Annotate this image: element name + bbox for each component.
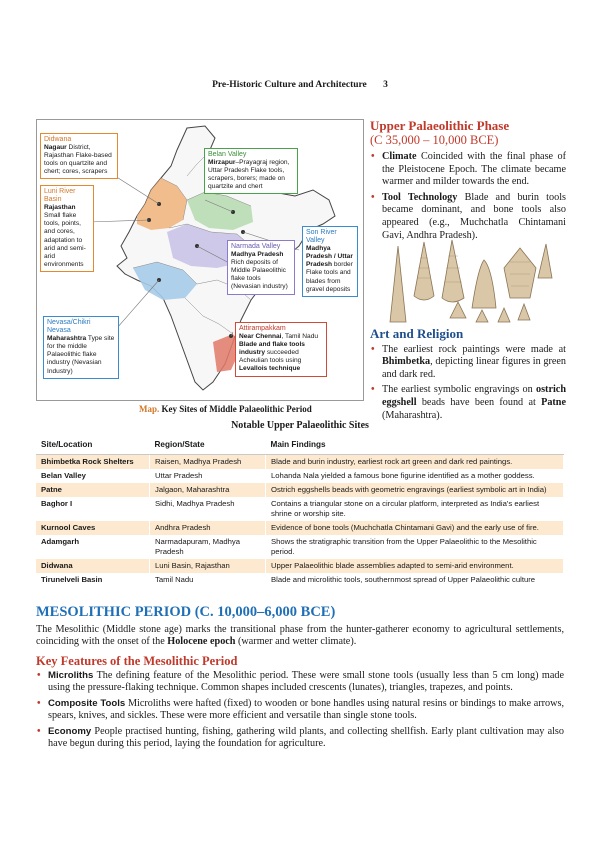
upper-palaeolithic-sites-table (36, 436, 564, 587)
header-title: Pre-Historic Culture and Architecture (212, 80, 367, 90)
bullet-tool-technology: • Tool Technology Blade and burin tools became dominant, and bone tools also appeared (e.g., Muchchatla Chintamani Gavi, Andhra Pradesh). (370, 192, 566, 242)
table-row: Patne Jalgaon, Maharashtra Ostrich eggshells beads with geometric engravings (earliest symbolic art in India) (36, 483, 564, 497)
key-features-heading: Key Features of the Mesolithic Period (36, 654, 238, 668)
running-header (0, 80, 600, 90)
key-features-list (36, 670, 564, 753)
art-religion-bullets (370, 344, 566, 423)
table-row: Tirunelveli Basin Tamil Nadu Blade and microlithic tools, southernmost spread of Upper Palaeolithic culture (36, 573, 564, 587)
upper-palaeolithic-heading: Upper Palaeolithic Phase (370, 118, 510, 133)
upper-palaeolithic-bullets (370, 151, 566, 242)
table-header-row (36, 436, 564, 455)
map-caption: Map. Key Sites of Middle Palaeolithic Period (139, 404, 312, 414)
table-row: Belan Valley Uttar Pradesh Lohanda Nala yielded a famous bone figurine identified as a mother goddess. (36, 469, 564, 483)
callout-nevasa: Nevasa/Chikri Nevasa Maharashtra Type site for the middle Palaeolithic flake industry (Nevasian Industry) (43, 316, 119, 379)
feature-economy: • Economy People practised hunting, fishing, gathering wild plants, and collecting shellfish. Early plant cultivation may also have begun during this period, laying the foundation for agriculture. (36, 726, 564, 751)
upper-palaeolithic-section (370, 118, 566, 245)
callout-narmada-valley: Narmada Valley Madhya Pradesh Rich deposits of Middle Palaeolithic flake tools (Nevasian industry) (227, 240, 295, 295)
art-religion-section (370, 328, 566, 425)
mesolithic-intro: The Mesolithic (Middle stone age) marks the transitional phase from the hunter-gatherer economy to agricultural settlements, coinciding with the onset of the Holocene epoch (warmer and wetter climate). (36, 624, 564, 648)
column-header-site: Site/Location (36, 436, 150, 455)
table-title: Notable Upper Palaeolithic Sites (231, 420, 369, 431)
column-header-findings: Main Findings (266, 436, 564, 455)
table-row: Didwana Luni Basin, Rajasthan Upper Palaeolithic blade assemblies adapted to semi-arid environment. (36, 559, 564, 573)
bullet-climate: • Climate Coincided with the final phase of the Pleistocene Epoch. The climate became warmer and milder towards the end. (370, 151, 566, 189)
upper-palaeolithic-dates: (C 35,000 – 10,000 BCE) (370, 133, 499, 147)
callout-belan-valley: Belan Valley Mirzapur–Prayagraj region, Uttar Pradesh Flake tools, scrapers, borers; made on quartzite and chert (204, 148, 298, 194)
art-religion-heading: Art and Religion (370, 326, 464, 341)
table-row: Bhimbetka Rock Shelters Raisen, Madhya Pradesh Blade and burin industry, earliest rock art green and dark red paintings. (36, 455, 564, 470)
bullet-engravings: • The earliest symbolic engravings on ostrich eggshell beads have been found at Patne (Maharashtra). (370, 384, 566, 422)
callout-didwana: Didwana Nagaur District, Rajasthan Flake-based tools on quartzite and chert; cores, scrapers (40, 133, 118, 179)
feature-composite-tools: • Composite Tools Microliths were hafted (fixed) to wooden or bone handles using natural resins or bindings to make arrows, spears, knives, and sickles. These were more efficient and versatile than single stone tools. (36, 698, 564, 723)
callout-luni-river-basin: Luni River Basin Rajasthan Small flake tools, points, and cores, adaptation to arid and semi-arid environments (40, 185, 94, 272)
table-row: Baghor I Sidhi, Madhya Pradesh Contains a triangular stone on a circular platform, interpreted as India's earliest shrine or worship site. (36, 497, 564, 521)
india-map-figure (36, 119, 364, 401)
table-row: Adamgarh Narmadapuram, Madhya Pradesh Shows the stratigraphic transition from the Upper Palaeolithic to the Mesolithic period. (36, 535, 564, 559)
column-header-region: Region/State (150, 436, 266, 455)
bullet-rock-paintings: • The earliest rock paintings were made at Bhimbetka, depicting linear figures in green and dark red. (370, 344, 566, 382)
callout-son-river-valley: Son River Valley Madhya Pradesh / Uttar Pradesh border Flake tools and blades from gravel deposits (302, 226, 358, 297)
table-row: Kurnool Caves Andhra Pradesh Evidence of bone tools (Muchchatla Chintamani Gavi) and the early use of fire. (36, 521, 564, 535)
mesolithic-heading: MESOLITHIC PERIOD (C. 10,000–6,000 BCE) (36, 604, 336, 620)
page-number: 3 (383, 80, 388, 90)
callout-attirampakkam: Attirampakkam Near Chennai, Tamil Nadu Blade and flake tools industry succeeded Acheulian tools using Levallois technique (235, 322, 327, 377)
upper-palaeolithic-tools-image (380, 238, 556, 326)
feature-microliths: • Microliths The defining feature of the Mesolithic period. These were small stone tools (usually less than 5 cm long) made using the pressure-flaking technique. Common shapes included crescents (lunates), triangles, trapezes, and points. (36, 670, 564, 695)
